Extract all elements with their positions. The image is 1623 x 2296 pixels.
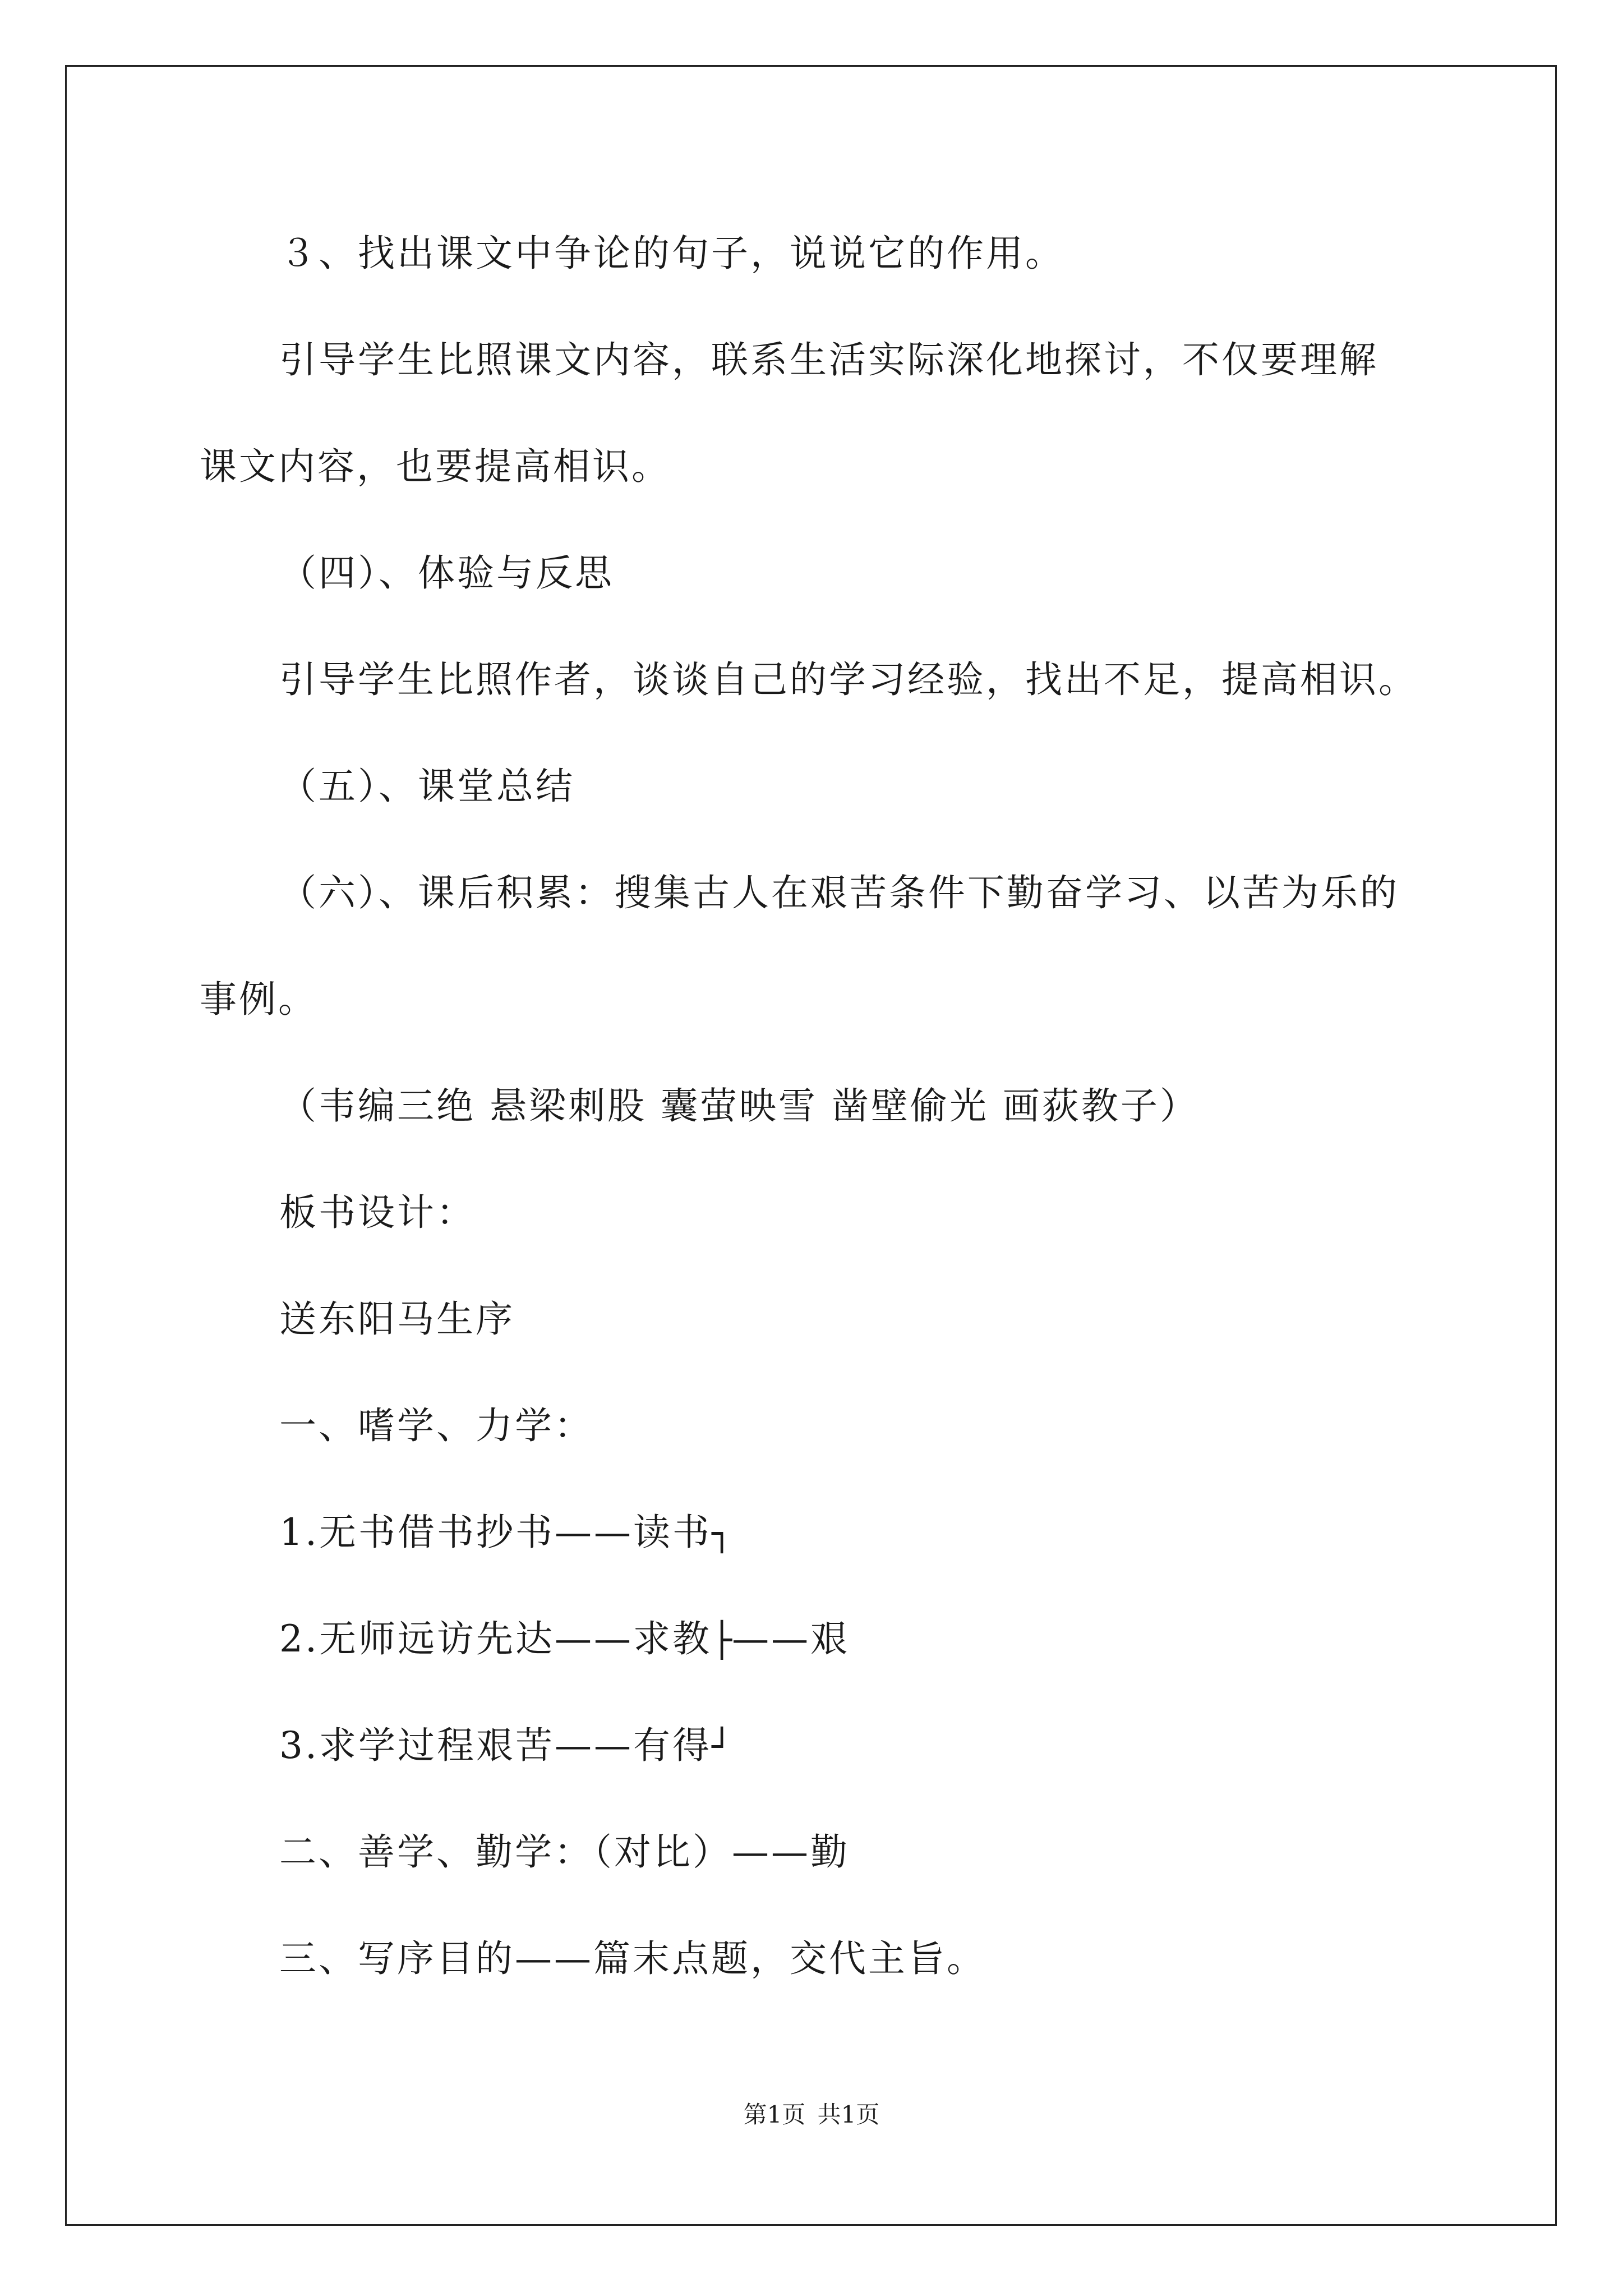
page-footer — [0, 2101, 1623, 2129]
board-line — [279, 1723, 732, 1769]
section-heading: （四）、体验与反思 — [279, 551, 614, 595]
board-title: 送东阳马生序 — [279, 1297, 515, 1341]
board-line: 三、写序目的——篇末点题，交代主旨。 — [279, 1937, 986, 1980]
bracket-middle-icon: ├ — [711, 1621, 732, 1660]
paragraph-line: （六）、课后积累：搜集古人在艰苦条件下勤奋学习、以苦为乐的 — [279, 871, 1399, 914]
board-line — [279, 1617, 850, 1663]
paragraph-line: 引导学生比照作者，谈谈自己的学习经验，找出不足，提高相识。 — [279, 658, 1418, 701]
board-line-text: 3.求学过程艰苦——有得 — [279, 1724, 712, 1767]
page-number: 第1页 — [743, 2101, 806, 2128]
board-line — [279, 1510, 732, 1556]
bracket-top-icon: ┐ — [711, 1514, 732, 1553]
paragraph-line: 引导学生比照课文内容，联系生活实际深化地探讨，不仅要理解 — [279, 338, 1378, 381]
bracket-bottom-icon: ┘ — [711, 1727, 732, 1766]
board-line: 一、嗜学、力学： — [279, 1404, 593, 1447]
paragraph-line: （韦编三绝 悬梁刺股 囊萤映雪 凿壁偷光 画荻教子） — [279, 1084, 1199, 1128]
section-heading: （五）、课堂总结 — [279, 765, 575, 808]
board-line-text: 1.无书借书抄书——读书 — [279, 1511, 712, 1554]
page-total: 共1页 — [817, 2101, 880, 2128]
board-design-heading: 板书设计： — [279, 1191, 476, 1234]
page-border — [65, 65, 1557, 2226]
paragraph-line: ３、找出课文中争论的句子，说说它的作用。 — [279, 232, 1064, 275]
board-line-text: 2.无师远访先达——求教 — [279, 1617, 712, 1660]
board-line-result: ——艰 — [732, 1617, 850, 1660]
paragraph-line: 课文内容，也要提高相识。 — [200, 445, 671, 488]
paragraph-line: 事例。 — [200, 978, 317, 1021]
board-line: 二、善学、勤学：（对比）——勤 — [279, 1830, 850, 1874]
